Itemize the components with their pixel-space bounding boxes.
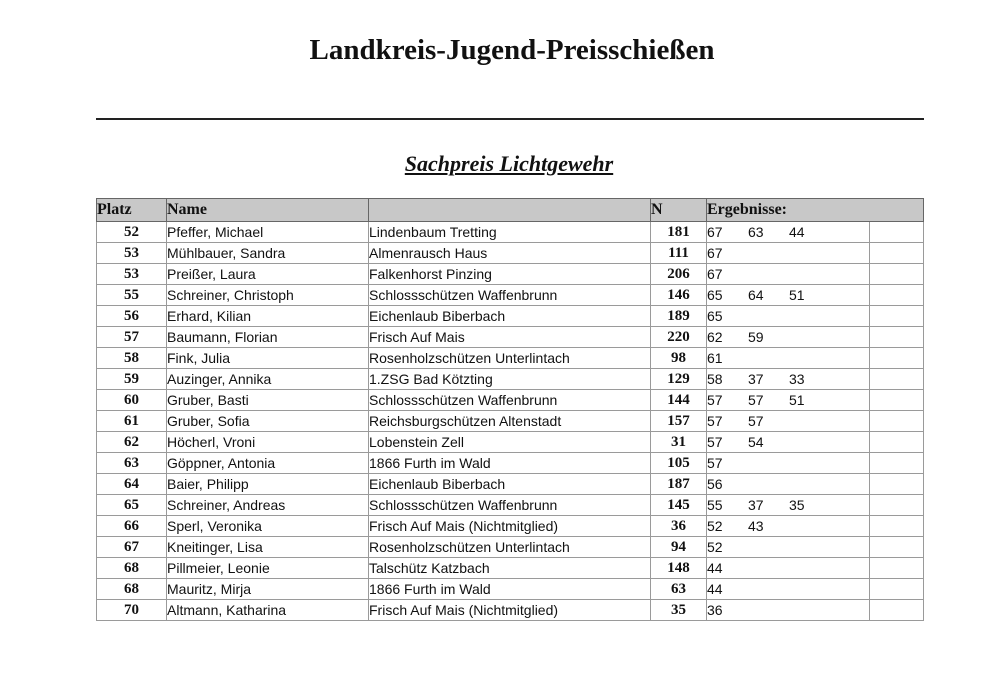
n-cell: 148: [651, 558, 707, 579]
score-value: 37: [748, 371, 764, 387]
score-value: 57: [707, 455, 723, 471]
n-cell: 94: [651, 537, 707, 558]
score-value: 57: [707, 392, 723, 408]
ergebnisse-cell: [707, 348, 870, 369]
platz-cell: 66: [97, 516, 167, 537]
name-cell: Pfeffer, Michael: [167, 222, 369, 243]
club-cell: Schlossschützen Waffenbrunn: [369, 390, 651, 411]
score-value: 64: [748, 287, 764, 303]
name-cell: Mauritz, Mirja: [167, 579, 369, 600]
n-cell: 181: [651, 222, 707, 243]
platz-cell: 61: [97, 411, 167, 432]
score-value: 62: [707, 329, 723, 345]
ergebnisse-cell: [707, 285, 870, 306]
n-cell: 31: [651, 432, 707, 453]
club-cell: Almenrausch Haus: [369, 243, 651, 264]
name-cell: Baumann, Florian: [167, 327, 369, 348]
n-cell: 111: [651, 243, 707, 264]
club-cell: Talschütz Katzbach: [369, 558, 651, 579]
platz-cell: 57: [97, 327, 167, 348]
platz-cell: 56: [97, 306, 167, 327]
ergebnisse-cell: [707, 579, 870, 600]
club-cell: Frisch Auf Mais: [369, 327, 651, 348]
ergebnisse-spacer-cell: [870, 306, 924, 327]
table-row: [97, 369, 924, 390]
n-cell: 129: [651, 369, 707, 390]
score-value: 52: [707, 539, 723, 555]
table-row: [97, 411, 924, 432]
name-cell: Gruber, Sofia: [167, 411, 369, 432]
ergebnisse-spacer-cell: [870, 558, 924, 579]
platz-cell: 55: [97, 285, 167, 306]
table-row: [97, 348, 924, 369]
score-value: 44: [707, 581, 723, 597]
score-value: 57: [707, 413, 723, 429]
ergebnisse-spacer-cell: [870, 432, 924, 453]
ergebnisse-cell: [707, 390, 870, 411]
ergebnisse-spacer-cell: [870, 348, 924, 369]
ergebnisse-spacer-cell: [870, 537, 924, 558]
ergebnisse-cell: [707, 243, 870, 264]
table-row: [97, 453, 924, 474]
table-row: [97, 327, 924, 348]
score-value: 43: [748, 518, 764, 534]
platz-cell: 64: [97, 474, 167, 495]
ergebnisse-cell: [707, 537, 870, 558]
score-value: 57: [707, 434, 723, 450]
club-cell: Lobenstein Zell: [369, 432, 651, 453]
header-name: Name: [167, 199, 369, 222]
name-cell: Höcherl, Vroni: [167, 432, 369, 453]
name-cell: Gruber, Basti: [167, 390, 369, 411]
score-value: 67: [707, 224, 723, 240]
table-row: [97, 432, 924, 453]
score-value: 55: [707, 497, 723, 513]
score-value: 65: [707, 308, 723, 324]
club-cell: Falkenhorst Pinzing: [369, 264, 651, 285]
club-cell: Rosenholzschützen Unterlintach: [369, 348, 651, 369]
score-value: 67: [707, 245, 723, 261]
club-cell: Rosenholzschützen Unterlintach: [369, 537, 651, 558]
name-cell: Auzinger, Annika: [167, 369, 369, 390]
score-value: 52: [707, 518, 723, 534]
score-value: 67: [707, 266, 723, 282]
table-body: [97, 222, 924, 621]
ergebnisse-cell: [707, 495, 870, 516]
table-header-row: [97, 199, 924, 222]
club-cell: 1.ZSG Bad Kötzting: [369, 369, 651, 390]
score-value: 58: [707, 371, 723, 387]
ergebnisse-cell: [707, 474, 870, 495]
ergebnisse-spacer-cell: [870, 327, 924, 348]
ergebnisse-spacer-cell: [870, 453, 924, 474]
platz-cell: 59: [97, 369, 167, 390]
platz-cell: 60: [97, 390, 167, 411]
score-value: 63: [748, 224, 764, 240]
club-cell: 1866 Furth im Wald: [369, 579, 651, 600]
table-row: [97, 243, 924, 264]
n-cell: 187: [651, 474, 707, 495]
header-platz: Platz: [97, 199, 167, 222]
n-cell: 63: [651, 579, 707, 600]
name-cell: Göppner, Antonia: [167, 453, 369, 474]
ergebnisse-spacer-cell: [870, 495, 924, 516]
score-value: 51: [789, 287, 805, 303]
n-cell: 36: [651, 516, 707, 537]
name-cell: Baier, Philipp: [167, 474, 369, 495]
name-cell: Preißer, Laura: [167, 264, 369, 285]
ergebnisse-spacer-cell: [870, 222, 924, 243]
ergebnisse-spacer-cell: [870, 474, 924, 495]
ergebnisse-cell: [707, 516, 870, 537]
platz-cell: 68: [97, 579, 167, 600]
table-row: [97, 537, 924, 558]
score-value: 59: [748, 329, 764, 345]
ergebnisse-cell: [707, 558, 870, 579]
club-cell: Frisch Auf Mais (Nichtmitglied): [369, 516, 651, 537]
table-row: [97, 579, 924, 600]
club-cell: 1866 Furth im Wald: [369, 453, 651, 474]
name-cell: Fink, Julia: [167, 348, 369, 369]
n-cell: 35: [651, 600, 707, 621]
platz-cell: 63: [97, 453, 167, 474]
ergebnisse-cell: [707, 600, 870, 621]
page-title: Landkreis-Jugend-Preisschießen: [309, 34, 715, 66]
score-value: 35: [789, 497, 805, 513]
score-value: 61: [707, 350, 723, 366]
score-value: 44: [789, 224, 805, 240]
n-cell: 220: [651, 327, 707, 348]
n-cell: 145: [651, 495, 707, 516]
score-value: 44: [707, 560, 723, 576]
ergebnisse-spacer-cell: [870, 600, 924, 621]
table-row: [97, 285, 924, 306]
club-cell: Schlossschützen Waffenbrunn: [369, 285, 651, 306]
club-cell: Eichenlaub Biberbach: [369, 306, 651, 327]
platz-cell: 62: [97, 432, 167, 453]
score-value: 36: [707, 602, 723, 618]
ergebnisse-cell: [707, 306, 870, 327]
table-row: [97, 516, 924, 537]
score-value: 54: [748, 434, 764, 450]
platz-cell: 67: [97, 537, 167, 558]
n-cell: 98: [651, 348, 707, 369]
table-row: [97, 390, 924, 411]
table-row: [97, 495, 924, 516]
header-ergebnisse: Ergebnisse:: [707, 199, 924, 222]
name-cell: Altmann, Katharina: [167, 600, 369, 621]
score-value: 51: [789, 392, 805, 408]
score-value: 37: [748, 497, 764, 513]
ergebnisse-cell: [707, 453, 870, 474]
ergebnisse-cell: [707, 369, 870, 390]
ergebnisse-spacer-cell: [870, 264, 924, 285]
platz-cell: 68: [97, 558, 167, 579]
n-cell: 146: [651, 285, 707, 306]
platz-cell: 52: [97, 222, 167, 243]
ergebnisse-spacer-cell: [870, 411, 924, 432]
table-row: [97, 600, 924, 621]
name-cell: Pillmeier, Leonie: [167, 558, 369, 579]
score-value: 57: [748, 392, 764, 408]
platz-cell: 65: [97, 495, 167, 516]
table-row: [97, 558, 924, 579]
n-cell: 144: [651, 390, 707, 411]
platz-cell: 53: [97, 243, 167, 264]
table-row: [97, 222, 924, 243]
ergebnisse-spacer-cell: [870, 285, 924, 306]
platz-cell: 58: [97, 348, 167, 369]
score-value: 33: [789, 371, 805, 387]
table-row: [97, 306, 924, 327]
platz-cell: 70: [97, 600, 167, 621]
table-row: [97, 474, 924, 495]
ergebnisse-spacer-cell: [870, 516, 924, 537]
ergebnisse-cell: [707, 222, 870, 243]
platz-cell: 53: [97, 264, 167, 285]
ergebnisse-cell: [707, 264, 870, 285]
n-cell: 206: [651, 264, 707, 285]
club-cell: Schlossschützen Waffenbrunn: [369, 495, 651, 516]
club-cell: Frisch Auf Mais (Nichtmitglied): [369, 600, 651, 621]
ergebnisse-cell: [707, 327, 870, 348]
name-cell: Erhard, Kilian: [167, 306, 369, 327]
header-club: [369, 199, 651, 222]
n-cell: 105: [651, 453, 707, 474]
name-cell: Schreiner, Christoph: [167, 285, 369, 306]
club-cell: Lindenbaum Tretting: [369, 222, 651, 243]
title-divider: [96, 118, 924, 120]
header-n: N: [651, 199, 707, 222]
ergebnisse-spacer-cell: [870, 390, 924, 411]
ergebnisse-spacer-cell: [870, 243, 924, 264]
score-value: 65: [707, 287, 723, 303]
n-cell: 157: [651, 411, 707, 432]
name-cell: Kneitinger, Lisa: [167, 537, 369, 558]
club-cell: Reichsburgschützen Altenstadt: [369, 411, 651, 432]
ergebnisse-spacer-cell: [870, 579, 924, 600]
ergebnisse-cell: [707, 432, 870, 453]
score-value: 56: [707, 476, 723, 492]
table-row: [97, 264, 924, 285]
name-cell: Schreiner, Andreas: [167, 495, 369, 516]
section-title: Sachpreis Lichtgewehr: [404, 151, 614, 176]
n-cell: 189: [651, 306, 707, 327]
club-cell: Eichenlaub Biberbach: [369, 474, 651, 495]
results-table: [96, 198, 924, 621]
score-value: 57: [748, 413, 764, 429]
name-cell: Mühlbauer, Sandra: [167, 243, 369, 264]
ergebnisse-spacer-cell: [870, 369, 924, 390]
ergebnisse-cell: [707, 411, 870, 432]
name-cell: Sperl, Veronika: [167, 516, 369, 537]
